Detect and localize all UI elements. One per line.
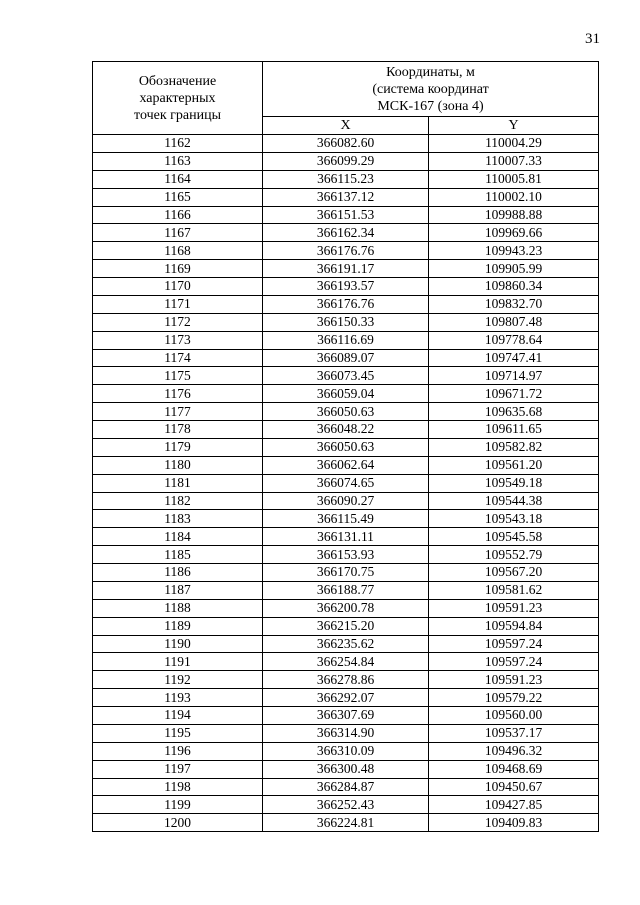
table-row [93, 242, 599, 260]
table-row [93, 492, 599, 510]
cell-y: 109549.18 [429, 474, 599, 492]
cell-x: 366215.20 [263, 617, 429, 635]
header-coords-line: (система координат [372, 81, 489, 97]
cell-point: 1183 [93, 510, 263, 528]
cell-point: 1176 [93, 385, 263, 403]
cell-y: 110002.10 [429, 188, 599, 206]
cell-point: 1197 [93, 760, 263, 778]
cell-point: 1178 [93, 421, 263, 439]
table-row [93, 313, 599, 331]
cell-y: 109450.67 [429, 778, 599, 796]
cell-y: 109579.22 [429, 689, 599, 707]
cell-x: 366116.69 [263, 331, 429, 349]
cell-y: 109409.83 [429, 814, 599, 832]
cell-point: 1175 [93, 367, 263, 385]
cell-point: 1174 [93, 349, 263, 367]
cell-x: 366115.49 [263, 510, 429, 528]
cell-point: 1181 [93, 474, 263, 492]
cell-x: 366050.63 [263, 438, 429, 456]
cell-point: 1190 [93, 635, 263, 653]
cell-x: 366050.63 [263, 403, 429, 421]
cell-point: 1184 [93, 528, 263, 546]
cell-x: 366137.12 [263, 188, 429, 206]
cell-y: 109468.69 [429, 760, 599, 778]
cell-y: 109714.97 [429, 367, 599, 385]
cell-point: 1166 [93, 206, 263, 224]
table-row [93, 260, 599, 278]
cell-y: 109635.68 [429, 403, 599, 421]
table-row [93, 421, 599, 439]
cell-y: 109561.20 [429, 456, 599, 474]
cell-point: 1194 [93, 707, 263, 725]
cell-point: 1180 [93, 456, 263, 474]
table-row [93, 367, 599, 385]
cell-point: 1192 [93, 671, 263, 689]
table-row [93, 689, 599, 707]
cell-y: 109943.23 [429, 242, 599, 260]
header-coords-line: Координаты, м [386, 64, 475, 80]
cell-y: 109807.48 [429, 313, 599, 331]
cell-point: 1195 [93, 724, 263, 742]
cell-x: 366074.65 [263, 474, 429, 492]
cell-point: 1170 [93, 278, 263, 296]
cell-x: 366059.04 [263, 385, 429, 403]
table-row [93, 528, 599, 546]
cell-point: 1186 [93, 564, 263, 582]
cell-point: 1188 [93, 599, 263, 617]
table-row [93, 188, 599, 206]
cell-y: 109591.23 [429, 599, 599, 617]
cell-x: 366200.78 [263, 599, 429, 617]
header-point-designation [93, 62, 263, 135]
cell-x: 366314.90 [263, 724, 429, 742]
cell-y: 109597.24 [429, 653, 599, 671]
table-body [93, 135, 599, 832]
page-number: 31 [585, 31, 600, 47]
cell-x: 366099.29 [263, 152, 429, 170]
table-row [93, 135, 599, 153]
cell-point: 1182 [93, 492, 263, 510]
cell-point: 1198 [93, 778, 263, 796]
cell-point: 1165 [93, 188, 263, 206]
header-y: Y [429, 117, 599, 135]
cell-y: 110007.33 [429, 152, 599, 170]
cell-point: 1179 [93, 438, 263, 456]
table-row [93, 778, 599, 796]
cell-x: 366048.22 [263, 421, 429, 439]
coordinates-table [92, 61, 599, 832]
cell-x: 366162.34 [263, 224, 429, 242]
table-row [93, 224, 599, 242]
header-x: X [263, 117, 429, 135]
table-row [93, 653, 599, 671]
cell-y: 109778.64 [429, 331, 599, 349]
cell-x: 366292.07 [263, 689, 429, 707]
cell-x: 366252.43 [263, 796, 429, 814]
header-point-line: Обозначение [138, 73, 217, 89]
table-row [93, 403, 599, 421]
cell-point: 1189 [93, 617, 263, 635]
table-row [93, 707, 599, 725]
table-row [93, 546, 599, 564]
table-row [93, 581, 599, 599]
cell-x: 366176.76 [263, 242, 429, 260]
cell-y: 109581.62 [429, 581, 599, 599]
cell-y: 110005.81 [429, 170, 599, 188]
table-row [93, 385, 599, 403]
cell-point: 1162 [93, 135, 263, 153]
table-row [93, 295, 599, 313]
cell-y: 109427.85 [429, 796, 599, 814]
table-row [93, 599, 599, 617]
cell-x: 366176.76 [263, 295, 429, 313]
table-row [93, 152, 599, 170]
cell-point: 1177 [93, 403, 263, 421]
cell-y: 109545.58 [429, 528, 599, 546]
cell-y: 109597.24 [429, 635, 599, 653]
cell-y: 109594.84 [429, 617, 599, 635]
cell-x: 366089.07 [263, 349, 429, 367]
cell-y: 109988.88 [429, 206, 599, 224]
cell-x: 366073.45 [263, 367, 429, 385]
table-row [93, 170, 599, 188]
table-row [93, 206, 599, 224]
table-row [93, 760, 599, 778]
table-row [93, 438, 599, 456]
cell-x: 366131.11 [263, 528, 429, 546]
table-row [93, 278, 599, 296]
cell-x: 366310.09 [263, 742, 429, 760]
table-header [93, 62, 599, 135]
cell-y: 109496.32 [429, 742, 599, 760]
cell-x: 366235.62 [263, 635, 429, 653]
table-row [93, 724, 599, 742]
cell-x: 366151.53 [263, 206, 429, 224]
cell-point: 1167 [93, 224, 263, 242]
table-row [93, 349, 599, 367]
cell-y: 109537.17 [429, 724, 599, 742]
cell-x: 366193.57 [263, 278, 429, 296]
cell-y: 109611.65 [429, 421, 599, 439]
cell-x: 366191.17 [263, 260, 429, 278]
cell-y: 109591.23 [429, 671, 599, 689]
cell-y: 109860.34 [429, 278, 599, 296]
cell-y: 109905.99 [429, 260, 599, 278]
cell-point: 1173 [93, 331, 263, 349]
table-row [93, 796, 599, 814]
cell-x: 366082.60 [263, 135, 429, 153]
cell-y: 109582.82 [429, 438, 599, 456]
table-row [93, 617, 599, 635]
header-coords-line: МСК-167 (зона 4) [377, 98, 484, 114]
cell-point: 1163 [93, 152, 263, 170]
table-row [93, 510, 599, 528]
cell-y: 109567.20 [429, 564, 599, 582]
cell-x: 366284.87 [263, 778, 429, 796]
cell-point: 1196 [93, 742, 263, 760]
cell-x: 366300.48 [263, 760, 429, 778]
cell-x: 366188.77 [263, 581, 429, 599]
cell-x: 366115.23 [263, 170, 429, 188]
table-row [93, 671, 599, 689]
cell-y: 109832.70 [429, 295, 599, 313]
cell-point: 1200 [93, 814, 263, 832]
cell-point: 1191 [93, 653, 263, 671]
table-row [93, 814, 599, 832]
table-row [93, 456, 599, 474]
cell-point: 1185 [93, 546, 263, 564]
cell-y: 109560.00 [429, 707, 599, 725]
table-row [93, 331, 599, 349]
header-point-line: характерных [139, 90, 216, 106]
cell-point: 1199 [93, 796, 263, 814]
cell-y: 109552.79 [429, 546, 599, 564]
cell-point: 1169 [93, 260, 263, 278]
cell-y: 109544.38 [429, 492, 599, 510]
cell-y: 109969.66 [429, 224, 599, 242]
cell-point: 1172 [93, 313, 263, 331]
cell-x: 366278.86 [263, 671, 429, 689]
table-row [93, 474, 599, 492]
cell-point: 1193 [93, 689, 263, 707]
cell-x: 366224.81 [263, 814, 429, 832]
table-row [93, 742, 599, 760]
cell-x: 366254.84 [263, 653, 429, 671]
table-row [93, 564, 599, 582]
cell-point: 1187 [93, 581, 263, 599]
cell-x: 366307.69 [263, 707, 429, 725]
cell-y: 110004.29 [429, 135, 599, 153]
cell-y: 109543.18 [429, 510, 599, 528]
header-row [93, 62, 599, 117]
cell-point: 1168 [93, 242, 263, 260]
cell-y: 109671.72 [429, 385, 599, 403]
header-point-line: точек границы [134, 107, 221, 123]
cell-x: 366090.27 [263, 492, 429, 510]
cell-x: 366170.75 [263, 564, 429, 582]
cell-y: 109747.41 [429, 349, 599, 367]
cell-point: 1171 [93, 295, 263, 313]
cell-point: 1164 [93, 170, 263, 188]
header-coordinates [263, 62, 599, 117]
cell-x: 366150.33 [263, 313, 429, 331]
table-row [93, 635, 599, 653]
cell-x: 366062.64 [263, 456, 429, 474]
cell-x: 366153.93 [263, 546, 429, 564]
